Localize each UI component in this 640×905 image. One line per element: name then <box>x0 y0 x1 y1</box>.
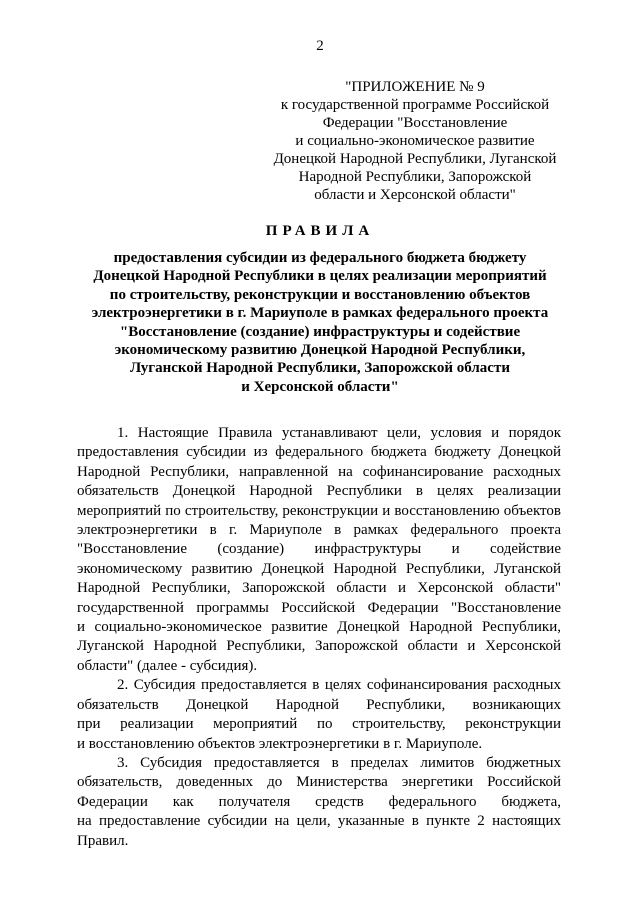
annex-line: Донецкой Народной Республики, Луганской <box>273 151 557 167</box>
paragraph-line: 2. Субсидия предоставляется в целях софинансирования расходных <box>117 677 561 694</box>
paragraph-line: обязательств Донецкой Народной Республики, возникающих <box>77 696 561 713</box>
annex-line: области и Херсонской области" <box>314 187 516 203</box>
paragraph-line: государственной программы Российской Федерации "Восстановление <box>77 599 561 616</box>
subtitle-line: Луганской Народной Республики, Запорожской области <box>130 360 510 377</box>
subtitle-line: экономическому развитию Донецкой Народной Республики, <box>114 342 526 359</box>
subtitle-line: предоставления субсидии из федерального бюджета бюджету <box>113 250 527 266</box>
paragraph-line: при реализации мероприятий по строительству, реконструкции <box>77 716 561 733</box>
annex-line: и социально-экономическое развитие <box>295 133 535 149</box>
paragraph-line: Народной Республики, направленной на софинансирование расходных <box>77 463 561 480</box>
paragraph-line: 3. Субсидия предоставляется в пределах лимитов бюджетных <box>117 754 561 771</box>
document-subtitle <box>60 249 580 396</box>
paragraph-line: 1. Настоящие Правила устанавливают цели, условия и порядок <box>117 425 561 441</box>
subtitle-line: по строительству, реконструкции и восстановлению объектов <box>109 286 531 303</box>
subtitle-line: "Восстановление (создание) инфраструктуры и содействие <box>119 323 521 340</box>
annex-line: Федерации "Восстановление <box>322 115 508 131</box>
paragraph-line: Луганской Народной Республики, Запорожской области и Херсонской <box>77 638 561 655</box>
annex-line: "ПРИЛОЖЕНИЕ № 9 <box>345 79 485 95</box>
paragraph-3 <box>77 754 561 851</box>
subtitle-line: электроэнергетики в г. Мариуполе в рамках федерального проекта <box>91 305 549 322</box>
paragraph-line: "Восстановление (создание) инфраструктуры и содействие <box>77 541 561 558</box>
paragraph-2 <box>77 676 561 754</box>
paragraph-1 <box>77 424 561 676</box>
subtitle-line: Донецкой Народной Республики в целях реализации мероприятий <box>93 268 547 285</box>
paragraph-line: на предоставление субсидии на цели, указанные в пункте 2 настоящих <box>77 813 561 830</box>
annex-line: Народной Республики, Запорожской <box>298 169 532 185</box>
document-body <box>77 424 561 851</box>
annex-header <box>268 78 562 204</box>
paragraph-line: электроэнергетики в г. Мариуполе в рамках федерального проекта <box>77 522 561 539</box>
paragraph-line: и социально-экономическое развитие Донецкой Народной Республики, <box>77 619 561 636</box>
paragraph-line: Правил. <box>77 832 129 849</box>
subtitle-line: и Херсонской области" <box>241 378 399 395</box>
document-title: ПРАВИЛА <box>265 223 375 239</box>
paragraph-line: и восстановлению объектов электроэнергетики в г. Мариуполе. <box>77 735 483 752</box>
paragraph-line: обязательств, доведенных до Министерства энергетики Российской <box>77 774 561 791</box>
annex-line: к государственной программе Российской <box>280 97 550 113</box>
page-number: 2 <box>316 38 324 54</box>
paragraph-line: обязательств Донецкой Народной Республики в целях реализации <box>77 483 561 500</box>
paragraph-line: мероприятий по строительству, реконструкции и восстановлению объектов <box>77 502 561 519</box>
paragraph-line: Федерации как получателя средств федерального бюджета, <box>77 793 561 810</box>
paragraph-line: экономическому развитию Донецкой Народной Республики, Луганской <box>77 560 561 577</box>
paragraph-line: Народной Республики, Запорожской области и Херсонской области" <box>77 580 561 597</box>
paragraph-line: области" (далее - субсидия). <box>77 657 258 674</box>
paragraph-line: предоставления субсидии из федерального бюджета бюджету Донецкой <box>77 444 561 461</box>
